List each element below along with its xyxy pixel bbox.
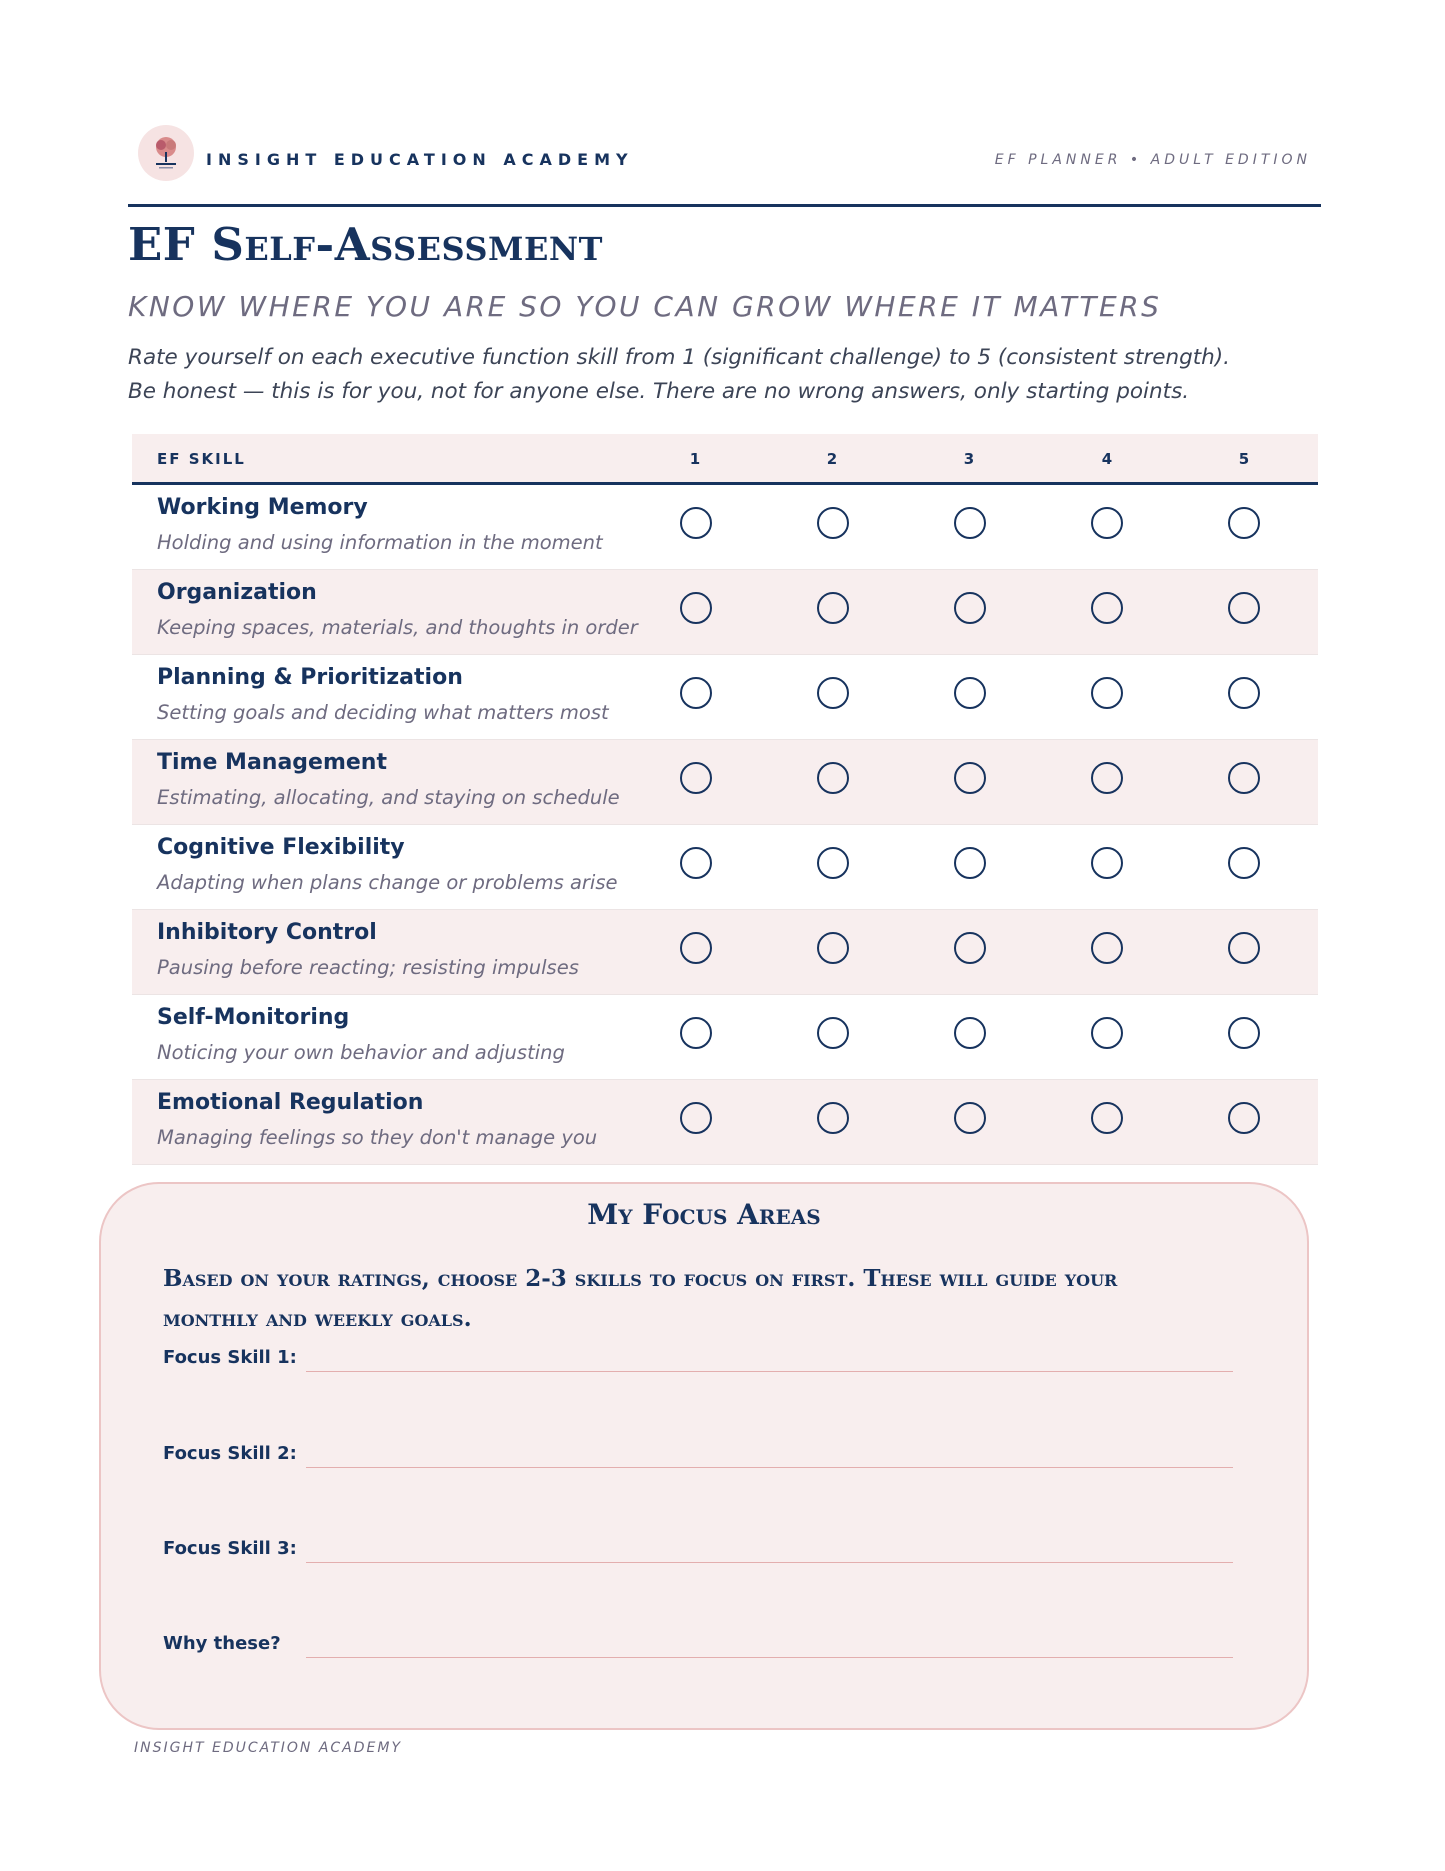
rating-3-radio[interactable]: [954, 507, 986, 539]
rating-2-radio[interactable]: [817, 677, 849, 709]
table-row: [132, 910, 1318, 995]
focus-skill-1-field[interactable]: [163, 1343, 1233, 1377]
rating-5-radio[interactable]: [1228, 1017, 1260, 1049]
rating-3-radio[interactable]: [954, 762, 986, 794]
rating-1-radio[interactable]: [680, 847, 712, 879]
intro-text: [128, 341, 1318, 409]
rating-1-radio[interactable]: [680, 762, 712, 794]
rating-3-radio[interactable]: [954, 677, 986, 709]
assessment-table: [132, 434, 1318, 1165]
skill-name: Time Management: [157, 750, 387, 775]
brand-name: INSIGHT EDUCATION ACADEMY: [206, 150, 634, 169]
rating-2-radio[interactable]: [817, 1017, 849, 1049]
rating-4-radio[interactable]: [1091, 592, 1123, 624]
rating-5-radio[interactable]: [1228, 762, 1260, 794]
skill-name: Inhibitory Control: [157, 920, 377, 945]
skill-name: Planning & Prioritization: [157, 665, 463, 690]
rating-2-radio[interactable]: [817, 762, 849, 794]
skill-description: Pausing before reacting; resisting impulses: [157, 956, 579, 979]
header-divider: [128, 204, 1321, 207]
rating-5-radio[interactable]: [1228, 507, 1260, 539]
table-row: [132, 740, 1318, 825]
table-row: [132, 655, 1318, 740]
rating-5-radio[interactable]: [1228, 677, 1260, 709]
rating-2-radio[interactable]: [817, 507, 849, 539]
header-rating-3: 3: [963, 450, 975, 468]
rating-2-radio[interactable]: [817, 1102, 849, 1134]
rating-2-radio[interactable]: [817, 932, 849, 964]
focus-areas-panel: [99, 1182, 1309, 1730]
header-rating-2: 2: [826, 450, 838, 468]
table-row: [132, 995, 1318, 1080]
skill-description: Estimating, allocating, and staying on schedule: [157, 786, 620, 809]
skill-name: Cognitive Flexibility: [157, 835, 405, 860]
skill-name: Working Memory: [157, 495, 368, 520]
table-row: [132, 485, 1318, 570]
rating-5-radio[interactable]: [1228, 847, 1260, 879]
page-header: [128, 122, 1321, 206]
edition-label: EF PLANNER • ADULT EDITION: [994, 152, 1311, 168]
focus-skill-1-line[interactable]: [306, 1371, 1233, 1372]
page-title: EF Self-Assessment: [128, 218, 603, 271]
rating-2-radio[interactable]: [817, 847, 849, 879]
focus-title: My Focus Areas: [587, 1198, 821, 1231]
skill-description: Managing feelings so they don't manage you: [157, 1126, 598, 1149]
focus-skill-1-label: Focus Skill 1:: [163, 1347, 297, 1368]
rating-4-radio[interactable]: [1091, 932, 1123, 964]
header-rating-5: 5: [1238, 450, 1250, 468]
why-these-field[interactable]: [163, 1629, 1233, 1663]
rating-5-radio[interactable]: [1228, 592, 1260, 624]
rating-3-radio[interactable]: [954, 592, 986, 624]
why-these-line[interactable]: [306, 1657, 1233, 1658]
table-header: [132, 434, 1318, 482]
skill-description: Holding and using information in the moment: [157, 531, 603, 554]
skill-description: Keeping spaces, materials, and thoughts in order: [157, 616, 638, 639]
rating-1-radio[interactable]: [680, 932, 712, 964]
focus-skill-3-line[interactable]: [306, 1562, 1233, 1563]
rating-5-radio[interactable]: [1228, 1102, 1260, 1134]
table-row: [132, 570, 1318, 655]
why-these-label: Why these?: [163, 1633, 281, 1654]
rating-4-radio[interactable]: [1091, 677, 1123, 709]
rating-4-radio[interactable]: [1091, 507, 1123, 539]
rating-1-radio[interactable]: [680, 507, 712, 539]
intro-line-1: Rate yourself on each executive function skill from 1 (significant challenge) to 5 (consistent strength).: [128, 345, 1230, 370]
header-rating-4: 4: [1101, 450, 1113, 468]
focus-skill-3-field[interactable]: [163, 1534, 1233, 1568]
skill-name: Organization: [157, 580, 317, 605]
rating-1-radio[interactable]: [680, 592, 712, 624]
rating-5-radio[interactable]: [1228, 932, 1260, 964]
rating-2-radio[interactable]: [817, 592, 849, 624]
rating-4-radio[interactable]: [1091, 1102, 1123, 1134]
rating-1-radio[interactable]: [680, 677, 712, 709]
focus-skill-2-line[interactable]: [306, 1467, 1233, 1468]
page-subtitle: KNOW WHERE YOU ARE SO YOU CAN GROW WHERE IT MATTERS: [128, 290, 1162, 323]
rating-3-radio[interactable]: [954, 847, 986, 879]
rating-3-radio[interactable]: [954, 1017, 986, 1049]
intro-line-2: Be honest — this is for you, not for anyone else. There are no wrong answers, only starting points.: [128, 379, 1190, 404]
rating-4-radio[interactable]: [1091, 847, 1123, 879]
skill-description: Noticing your own behavior and adjusting: [157, 1041, 565, 1064]
tree-logo-icon: [138, 125, 194, 181]
table-row: [132, 1080, 1318, 1165]
focus-skill-3-label: Focus Skill 3:: [163, 1538, 297, 1559]
focus-skill-2-label: Focus Skill 2:: [163, 1443, 297, 1464]
rating-3-radio[interactable]: [954, 932, 986, 964]
skill-description: Adapting when plans change or problems arise: [157, 871, 618, 894]
header-ef-skill: EF SKILL: [157, 450, 246, 468]
skill-name: Self-Monitoring: [157, 1005, 350, 1030]
header-rating-1: 1: [689, 450, 701, 468]
page-footer: INSIGHT EDUCATION ACADEMY: [134, 1740, 403, 1756]
rating-4-radio[interactable]: [1091, 762, 1123, 794]
rating-4-radio[interactable]: [1091, 1017, 1123, 1049]
skill-name: Emotional Regulation: [157, 1090, 424, 1115]
table-body: [132, 485, 1318, 1165]
skill-description: Setting goals and deciding what matters most: [157, 701, 609, 724]
focus-skill-2-field[interactable]: [163, 1439, 1233, 1473]
rating-1-radio[interactable]: [680, 1017, 712, 1049]
focus-instructions: Based on your ratings, choose 2-3 skills to focus on first. These will guide your monthly and weekly goals.: [163, 1265, 1118, 1332]
rating-3-radio[interactable]: [954, 1102, 986, 1134]
table-row: [132, 825, 1318, 910]
rating-1-radio[interactable]: [680, 1102, 712, 1134]
